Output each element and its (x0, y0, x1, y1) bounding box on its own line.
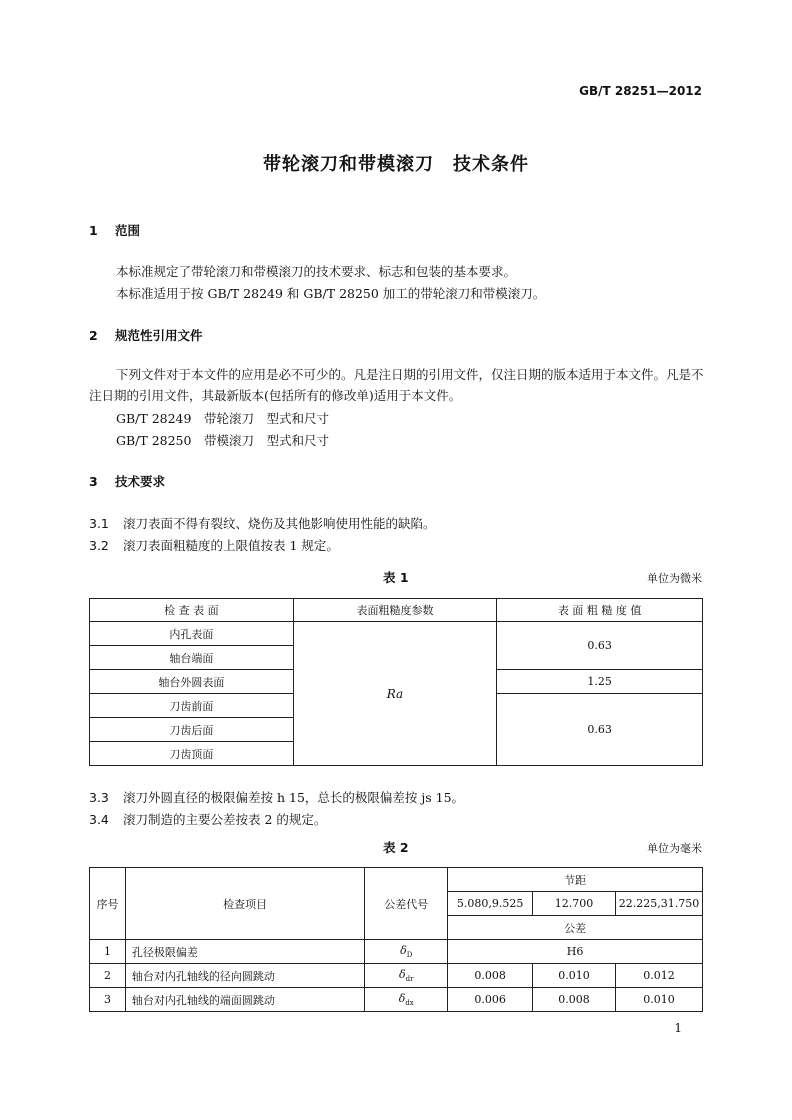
clause-3-4-text: 滚刀制造的主要公差按表 2 的规定。 (123, 812, 327, 827)
section-1-heading (89, 221, 140, 239)
header-cell-pitch: 节距 (448, 868, 703, 892)
clause-3-4-number: 3.4 (89, 812, 109, 827)
tolerance-symbol: δ (398, 991, 406, 1005)
section-2-heading (89, 326, 203, 344)
surface-cell: 刀齿顶面 (90, 742, 294, 766)
section-2-number: 2 (89, 328, 98, 343)
table-header-row (90, 599, 703, 622)
roughness-value-cell: 1.25 (497, 670, 703, 694)
clause-3-1-text: 滚刀表面不得有裂纹、烧伤及其他影响使用性能的缺陷。 (123, 516, 436, 531)
table-header-row (90, 868, 703, 892)
header-cell: 表 面 粗 糙 度 值 (497, 599, 703, 622)
clause-3-3-number: 3.3 (89, 790, 109, 805)
pitch-cell: 12.700 (533, 892, 616, 916)
header-cell-no: 序号 (90, 868, 126, 940)
clause-3-3-text: 滚刀外圆直径的极限偏差按 h 15，总长的极限偏差按 js 15。 (123, 790, 465, 805)
section-2-para-1: 下列文件对于本文件的应用是必不可少的。凡是注日期的引用文件，仅注日期的版本适用于本文件。凡是不注日期的引用文件，其最新版本(包括所有的修改单)适用于本文件。 (89, 367, 704, 403)
row-value-cell: 0.010 (533, 964, 616, 988)
row-code-cell (365, 964, 448, 988)
clause-3-2-number: 3.2 (89, 538, 109, 553)
surface-cell: 轴台端面 (90, 646, 294, 670)
row-item-cell: 轴台对内孔轴线的径向圆跳动 (125, 964, 364, 988)
surface-cell: 刀齿后面 (90, 718, 294, 742)
section-3-title: 技术要求 (115, 474, 166, 489)
page-number: 1 (674, 1021, 682, 1035)
row-value-cell: 0.008 (448, 964, 533, 988)
tolerance-table (89, 867, 703, 1012)
table-1-unit: 单位为微米 (647, 572, 702, 585)
row-no-cell: 2 (90, 964, 126, 988)
tolerance-subscript: dx (405, 999, 414, 1008)
header-cell-code: 公差代号 (365, 868, 448, 940)
row-code-cell (365, 940, 448, 964)
clause-3-1 (89, 514, 436, 532)
tolerance-symbol: δ (400, 943, 407, 957)
section-3-number: 3 (89, 474, 98, 489)
standard-code: GB/T 28251—2012 (579, 84, 702, 98)
header-cell: 检 查 表 面 (90, 599, 294, 622)
header-cell-item: 检查项目 (125, 868, 364, 940)
surface-cell: 刀齿前面 (90, 694, 294, 718)
row-value-cell: 0.006 (448, 988, 533, 1012)
row-no-cell: 1 (90, 940, 126, 964)
section-1-title: 范围 (115, 223, 141, 238)
row-value-cell: H6 (448, 940, 703, 964)
normative-reference-2: GB/T 28250 带模滚刀 型式和尺寸 (116, 433, 329, 448)
row-item-cell: 孔径极限偏差 (125, 940, 364, 964)
clause-3-3 (89, 788, 464, 806)
surface-cell: 轴台外圆表面 (90, 670, 294, 694)
tolerance-symbol: δ (399, 967, 406, 981)
roughness-param-cell: Ra (293, 622, 497, 766)
row-code-cell (365, 988, 448, 1012)
table-row (90, 622, 703, 646)
section-1-number: 1 (89, 223, 98, 238)
clause-3-2 (89, 536, 339, 554)
surface-roughness-table (89, 598, 703, 766)
clause-3-1-number: 3.1 (89, 516, 109, 531)
header-cell-tolerance: 公差 (448, 916, 703, 940)
row-no-cell: 3 (90, 988, 126, 1012)
section-1-para-1: 本标准规定了带轮滚刀和带模滚刀的技术要求、标志和包装的基本要求。 (116, 264, 517, 279)
section-1-para-2: 本标准适用于按 GB/T 28249 和 GB/T 28250 加工的带轮滚刀和带模滚刀。 (116, 286, 546, 301)
clause-3-4 (89, 810, 326, 828)
table-row (90, 940, 703, 964)
table-row (90, 988, 703, 1012)
surface-cell: 内孔表面 (90, 622, 294, 646)
tolerance-subscript: D (406, 951, 413, 960)
row-item-cell: 轴台对内孔轴线的端面圆跳动 (125, 988, 364, 1012)
document-title: 带轮滚刀和带模滚刀 技术条件 (263, 154, 529, 175)
table-2-unit: 单位为毫米 (647, 842, 702, 855)
table-2-caption: 表 2 (383, 840, 409, 855)
table-row (90, 964, 703, 988)
header-cell: 表面粗糙度参数 (293, 599, 497, 622)
row-value-cell: 0.010 (615, 988, 702, 1012)
section-2-title: 规范性引用文件 (115, 328, 203, 343)
normative-reference-1: GB/T 28249 带轮滚刀 型式和尺寸 (116, 411, 329, 426)
roughness-value-cell: 0.63 (497, 622, 703, 670)
pitch-cell: 22.225,31.750 (615, 892, 702, 916)
row-value-cell: 0.012 (615, 964, 702, 988)
pitch-cell: 5.080,9.525 (448, 892, 533, 916)
section-3-heading (89, 472, 165, 490)
row-value-cell: 0.008 (533, 988, 616, 1012)
clause-3-2-text: 滚刀表面粗糙度的上限值按表 1 规定。 (123, 538, 339, 553)
roughness-value-cell: 0.63 (497, 694, 703, 766)
table-1-caption: 表 1 (383, 570, 409, 585)
tolerance-subscript: dr (405, 975, 414, 984)
